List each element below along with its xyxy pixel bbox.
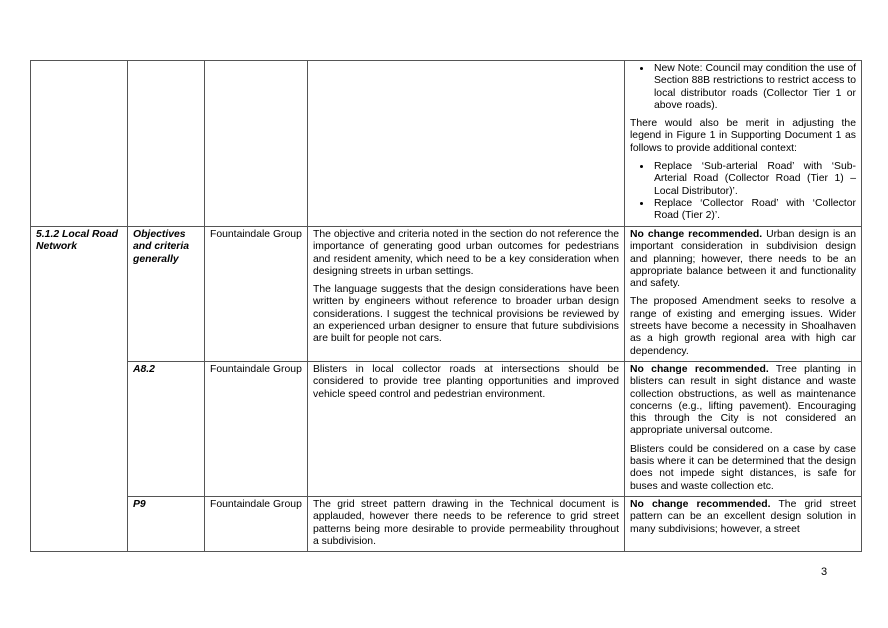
- submission-cell: [308, 361, 625, 496]
- response-text: Urban design is an important consideration in subdivision design and planning; however, there needs to be an appropriate balance between it and functionality and safety.: [630, 229, 856, 290]
- submitter-name: Fountaindale Group: [205, 227, 308, 362]
- response-cell: [625, 227, 862, 362]
- section-label: 5.1.2 Local Road Network: [31, 227, 128, 552]
- page-number: 3: [821, 566, 828, 578]
- response-paragraph: [630, 364, 856, 438]
- bullet-list: [630, 63, 856, 112]
- response-text: The grid street pattern can be an excellent design solution in many subdivisions; however, a street: [630, 498, 856, 535]
- response-paragraph: The proposed Amendment seeks to resolve a range of existing and emerging issues. Wider streets have become a necessity in Shoalhaven as a high growth regional area with high car dependency.: [630, 296, 856, 357]
- submissions-table: [30, 60, 862, 552]
- submission-paragraph: The objective and criteria noted in the section do not reference the importance of generating good urban outcomes for pedestrians and resident amenity, which need to be a key consideration when designing streets in urban settings.: [313, 229, 619, 277]
- submission-cell: [308, 61, 625, 227]
- submission-paragraph: The language suggests that the design considerations have been written by engineers without reference to broader urban design considerations. I suggest the technical provisions be reviewed by an experienced urban designer to ensure that future subdivisions are built for people not cars.: [313, 284, 619, 345]
- table-row: [31, 361, 862, 496]
- response-paragraph: [630, 229, 856, 290]
- submission-cell: [308, 496, 625, 551]
- submission-cell: [308, 227, 625, 362]
- response-cell: [625, 61, 862, 227]
- criteria-label: P9: [128, 496, 205, 551]
- submission-paragraph: The grid street pattern drawing in the Technical document is applauded, however there needs to be reference to grid street patterns being more desirable to provide permeability throughout a subdivision.: [313, 498, 619, 547]
- criteria-label: A8.2: [128, 361, 205, 496]
- table-row: [31, 61, 862, 227]
- list-item: • New Note: Council may condition the use of Section 88B restrictions to restrict access to local distributor roads (Collector Tier 1 or above roads).: [652, 63, 856, 112]
- response-paragraph: There would also be merit in adjusting the legend in Figure 1 in Supporting Document 1 as follows to provide additional context:: [630, 118, 856, 154]
- submission-paragraph: Blisters in local collector roads at intersections should be considered to provide tree planting opportunities and improved vehicle speed control and pedestrian environment.: [313, 363, 619, 400]
- response-text: Tree planting in blisters can result in sight distance and waste collection obstructions, as well as maintenance concerns (e.g., lifting pavement). Encouraging this through the City is not considered an appropriate universal outcome.: [630, 363, 856, 437]
- recommendation-label: No change recommended.: [630, 229, 763, 240]
- criteria-cell: [128, 61, 205, 227]
- submitter-name: Fountaindale Group: [205, 496, 308, 551]
- submitter-cell: [205, 61, 308, 227]
- recommendation-label: No change recommended.: [630, 363, 769, 375]
- bullet-list: [630, 161, 856, 222]
- section-cell: [31, 61, 128, 227]
- response-paragraph: Blisters could be considered on a case by case basis where it can be determined that the design does not impede sight distances, is safe for buses and waste collection etc.: [630, 443, 856, 492]
- response-cell: [625, 496, 862, 551]
- criteria-label: Objectives and criteria generally: [128, 227, 205, 362]
- response-cell: [625, 361, 862, 496]
- list-item: • Replace ‘Collector Road’ with ‘Collector Road (Tier 2)’.: [652, 198, 856, 223]
- recommendation-label: No change recommended.: [630, 498, 771, 510]
- table-row: [31, 227, 862, 362]
- list-item: • Replace ‘Sub-arterial Road’ with ‘Sub-Arterial Road (Collector Road (Tier 1) – Local Distributor)’.: [652, 161, 856, 198]
- response-paragraph: [630, 499, 856, 536]
- table-row: [31, 496, 862, 551]
- submitter-name: Fountaindale Group: [205, 361, 308, 496]
